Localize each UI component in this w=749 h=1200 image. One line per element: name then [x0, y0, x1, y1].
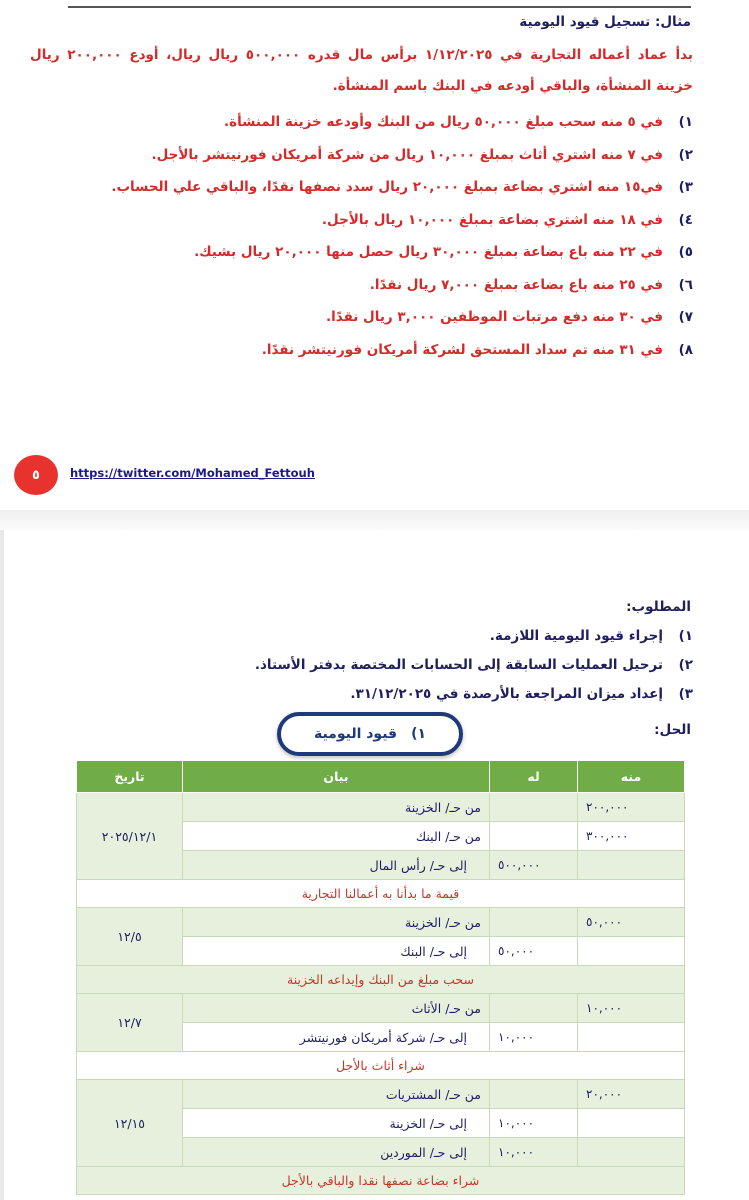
entry-memo: شراء بضاعة نصفها نقدا والباقي بالأجل: [77, 1167, 685, 1195]
required-item: [255, 679, 693, 708]
debit-cell: ١٠,٠٠٠: [578, 994, 685, 1023]
credit-cell: [490, 908, 578, 937]
debit-cell: ٣٠٠,٠٠٠: [578, 822, 685, 851]
debit-cell: ٢٠,٠٠٠: [578, 1080, 685, 1109]
example-title: مثال: تسجيل قيود اليومية: [519, 14, 691, 30]
account-cell: إلى حـ/ شركة أمريكان فورنيتشر: [183, 1023, 490, 1052]
journal-line: [77, 908, 685, 937]
transaction-item: [30, 301, 693, 334]
page-separator: [0, 510, 749, 530]
account-cell: من حـ/ الخزينة: [183, 908, 490, 937]
journal-memo-row: [77, 1167, 685, 1195]
account-cell: إلى حـ/ رأس المال: [183, 851, 490, 880]
credit-cell: ١٠,٠٠٠: [490, 1109, 578, 1138]
date-cell: ١٢/٧: [77, 994, 183, 1052]
debit-cell: ٢٠٠,٠٠٠: [578, 793, 685, 822]
journal-memo-row: [77, 880, 685, 908]
transaction-text: في ٣٠ منه دفع مرتبات الموظفين ٣,٠٠٠ ريال نقدًا.: [326, 309, 663, 326]
journal-memo-row: [77, 966, 685, 994]
transaction-number: ٨): [678, 341, 693, 358]
journal-line: [77, 793, 685, 822]
entry-memo: شراء أثاث بالأجل: [77, 1052, 685, 1080]
credit-cell: [490, 822, 578, 851]
account-cell: من حـ/ الأثاث: [183, 994, 490, 1023]
journal-table: [76, 760, 685, 1195]
debit-cell: ٥٠,٠٠٠: [578, 908, 685, 937]
section-number: ١): [411, 726, 427, 742]
account-cell: من حـ/ الخزينة: [183, 793, 490, 822]
journal-body: [77, 793, 685, 1195]
entry-memo: سحب مبلغ من البنك وإيداعه الخزينة: [77, 966, 685, 994]
transaction-text: في١٥ منه اشتري بضاعة بمبلغ ٢٠,٠٠٠ ريال سدد نصفها نقدًا، والباقي علي الحساب.: [111, 179, 663, 196]
required-text: إعداد ميزان المراجعة بالأرصدة في ٣١/١٢/٢٠٢٥.: [350, 685, 663, 702]
credit-cell: ١٠,٠٠٠: [490, 1138, 578, 1167]
transaction-text: في ٣١ منه تم سداد المستحق لشركة أمريكان فورنيتشر نقدًا.: [261, 341, 663, 358]
section-title: قيود اليومية: [313, 726, 398, 742]
transaction-number: ٤): [678, 211, 693, 228]
transaction-item: [30, 106, 693, 139]
entry-memo: قيمة ما بدأنا به أعمالنا التجارية: [77, 880, 685, 908]
transaction-item: [30, 269, 693, 302]
required-number: ٢): [678, 656, 693, 673]
debit-cell: [578, 1023, 685, 1052]
debit-cell: [578, 1138, 685, 1167]
transaction-number: ٣): [678, 179, 693, 196]
account-cell: إلى حـ/ الموردين: [183, 1138, 490, 1167]
transaction-item: [30, 204, 693, 237]
transaction-number: ٦): [678, 276, 693, 293]
account-cell: إلى حـ/ البنك: [183, 937, 490, 966]
transaction-number: ٧): [678, 309, 693, 326]
page-number: ٥: [32, 467, 40, 483]
transaction-text: في ٧ منه اشتري أثاث بمبلغ ١٠,٠٠٠ ريال من شركة أمريكان فورنيتشر بالأجل.: [151, 146, 663, 163]
transaction-item: [30, 236, 693, 269]
transaction-text: في ٥ منه سحب مبلغ ٥٠,٠٠٠ ريال من البنك وأودعه خزينة المنشأة.: [224, 114, 663, 131]
credit-cell: [490, 793, 578, 822]
example-transactions-list: [30, 106, 693, 366]
journal-line: [77, 1080, 685, 1109]
required-item: [255, 621, 693, 650]
journal-memo-row: [77, 1052, 685, 1080]
debit-cell: [578, 937, 685, 966]
transaction-number: ١): [678, 114, 693, 131]
account-cell: إلى حـ/ الخزينة: [183, 1109, 490, 1138]
credit-cell: [490, 1080, 578, 1109]
date-cell: ١٢/١٥: [77, 1080, 183, 1167]
transaction-item: [30, 139, 693, 172]
date-cell: ٢٠٢٥/١٢/١: [77, 793, 183, 880]
page-5: [0, 0, 749, 510]
credit-cell: ٥٠,٠٠٠: [490, 937, 578, 966]
credit-cell: ٥٠٠,٠٠٠: [490, 851, 578, 880]
required-item: [255, 650, 693, 679]
transaction-text: في ٢٢ منه باع بضاعة بمبلغ ٣٠,٠٠٠ ريال حصل منها ٢٠,٠٠٠ ريال بشيك.: [194, 244, 663, 261]
required-text: إجراء قيود اليومية اللازمة.: [489, 627, 663, 644]
header-description: بيان: [183, 761, 490, 793]
transaction-text: في ١٨ منه اشتري بضاعة بمبلغ ١٠,٠٠٠ ريال بالأجل.: [321, 211, 663, 228]
transaction-item: [30, 171, 693, 204]
transaction-number: ٢): [678, 146, 693, 163]
journal-line: [77, 994, 685, 1023]
credit-cell: ١٠,٠٠٠: [490, 1023, 578, 1052]
credit-cell: [490, 994, 578, 1023]
debit-cell: [578, 1109, 685, 1138]
twitter-link[interactable]: https://twitter.com/Mohamed_Fettouh: [70, 466, 315, 480]
journal-header-row: [77, 761, 685, 793]
date-cell: ١٢/٥: [77, 908, 183, 966]
header-credit: له: [490, 761, 578, 793]
transaction-text: في ٢٥ منه باع بضاعة بمبلغ ٧,٠٠٠ ريال نقدًا.: [369, 276, 663, 293]
transaction-item: [30, 334, 693, 367]
page-number-badge: [14, 455, 58, 495]
example-intro: بدأ عماد أعماله التجارية في ١/١٢/٢٠٢٥ برأس مال قدره ٥٠٠,٠٠٠ ريال ريال، أودع ٢٠٠,٠٠٠ ريال خزينة المنشأة، والباقي أودعه في البنك باسم المنشأة.: [30, 47, 693, 94]
header-debit: منه: [578, 761, 685, 793]
required-number: ١): [678, 627, 693, 644]
section-heading-pill: [277, 712, 463, 756]
top-rule: [68, 6, 691, 8]
account-cell: من حـ/ البنك: [183, 822, 490, 851]
header-date: تاريخ: [77, 761, 183, 793]
required-text: ترحيل العمليات السابقة إلى الحسابات المختصة بدفتر الأستاذ.: [254, 656, 663, 673]
account-cell: من حـ/ المشتريات: [183, 1080, 490, 1109]
required-title: المطلوب:: [626, 599, 691, 615]
debit-cell: [578, 851, 685, 880]
required-list: [255, 621, 693, 708]
required-number: ٣): [678, 685, 693, 702]
solution-label: الحل:: [654, 722, 691, 738]
transaction-number: ٥): [678, 244, 693, 261]
